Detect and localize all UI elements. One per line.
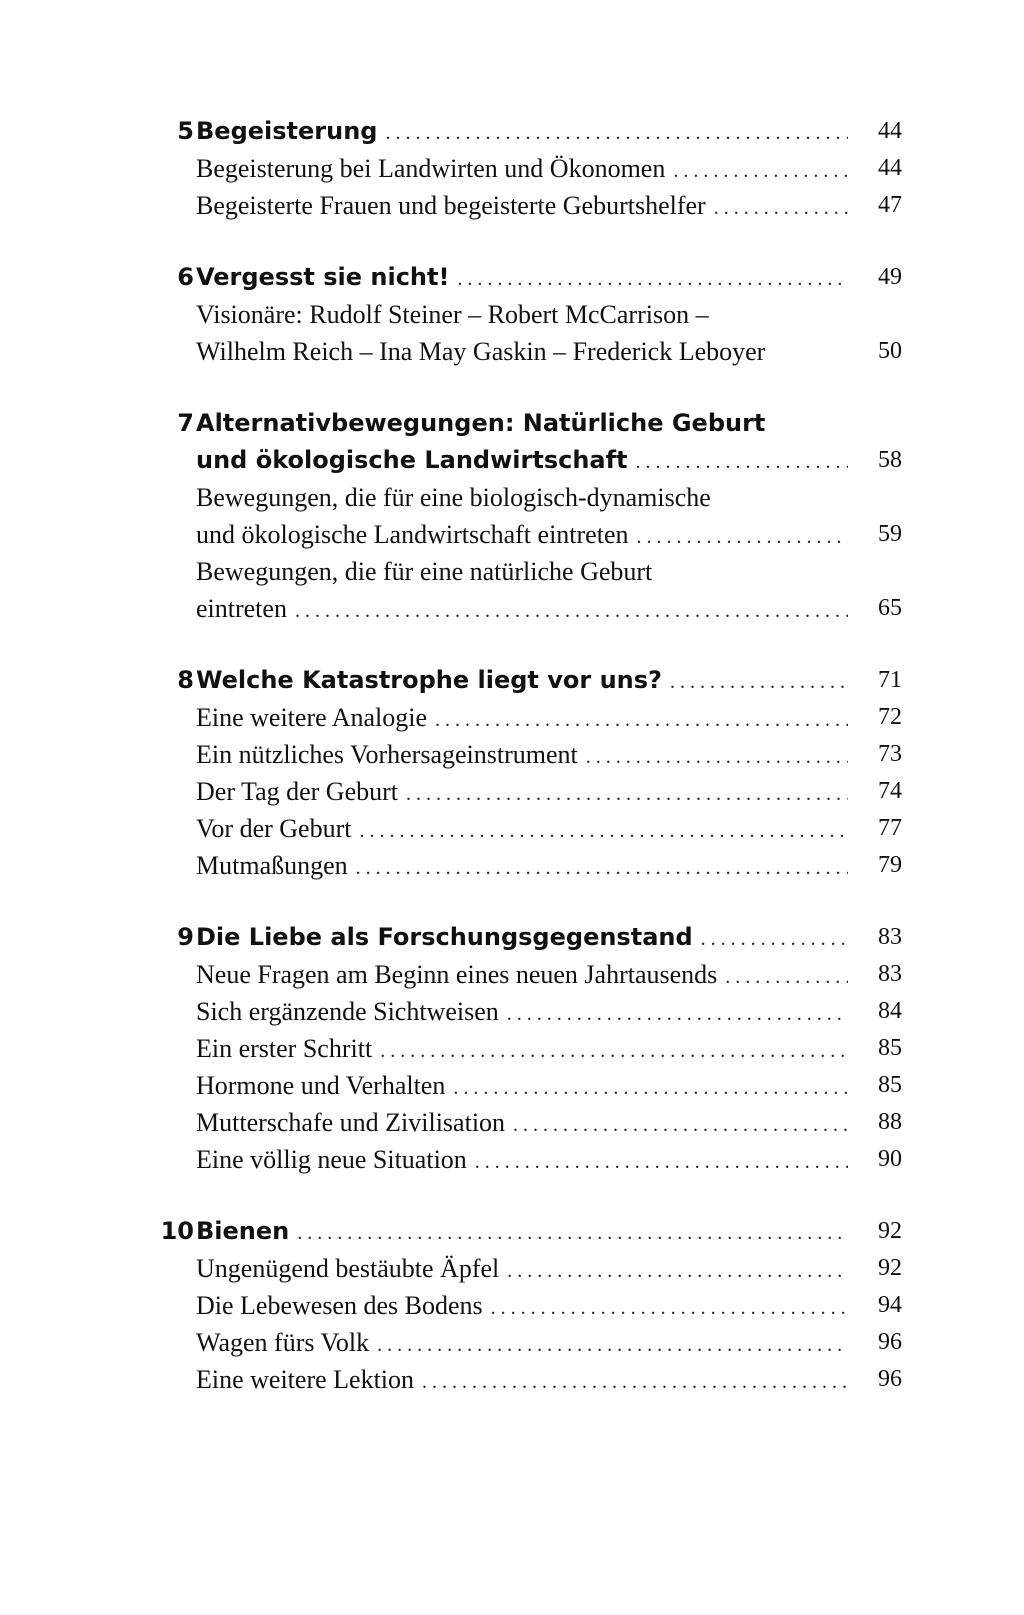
chapter-title: Begeisterung	[196, 117, 378, 145]
dot-leader	[457, 261, 848, 298]
section-title: Bewegungen, die für eine biologisch-dynamische	[196, 483, 711, 512]
section-title: Begeisterte Frauen und begeisterte Geburtshelfer	[196, 191, 706, 220]
dot-leader	[435, 702, 848, 739]
section-entry[interactable]	[0, 1324, 1024, 1361]
dot-leader	[507, 996, 848, 1033]
dot-leader	[725, 959, 848, 996]
dot-leader	[507, 1253, 848, 1290]
section-title: Ungenügend bestäubte Äpfel	[196, 1254, 500, 1283]
section-title: Hormone und Verhalten	[196, 1071, 446, 1100]
dot-leader	[670, 664, 848, 701]
dot-leader	[701, 921, 848, 958]
chapter-number: 6	[177, 263, 194, 291]
dot-leader	[406, 776, 848, 813]
section-title: Begeisterung bei Landwirten und Ökonomen	[196, 154, 666, 183]
section-entry[interactable]	[0, 150, 1024, 187]
chapter-heading-line[interactable]	[0, 1213, 1024, 1250]
section-entry[interactable]	[0, 187, 1024, 224]
chapter-heading-line[interactable]	[0, 259, 1024, 296]
dot-leader	[714, 190, 848, 227]
section-entry[interactable]	[0, 699, 1024, 736]
chapter-10	[0, 1213, 1024, 1398]
dot-leader	[377, 1327, 848, 1364]
section-title: Ein erster Schritt	[196, 1034, 373, 1063]
page-number: 79	[878, 852, 902, 878]
section-entry[interactable]	[0, 1250, 1024, 1287]
dot-leader	[636, 519, 848, 556]
section-entry[interactable]	[0, 773, 1024, 810]
chapter-number: 10	[160, 1217, 194, 1245]
chapter-heading-line[interactable]	[0, 405, 1024, 442]
page-number: 84	[878, 998, 902, 1024]
chapter-7	[0, 405, 1024, 627]
table-of-contents	[0, 113, 1024, 1433]
chapter-heading-line[interactable]	[0, 662, 1024, 699]
chapter-title: Bienen	[196, 1217, 290, 1245]
chapter-9	[0, 919, 1024, 1178]
section-title: Vor der Geburt	[196, 814, 352, 843]
page-number: 83	[878, 961, 902, 987]
dot-leader	[297, 1215, 848, 1252]
section-title: Wagen fürs Volk	[196, 1328, 370, 1357]
page-number: 77	[878, 815, 902, 841]
section-title: Wilhelm Reich – Ina May Gaskin – Frederick Leboyer	[196, 337, 766, 366]
dot-leader	[636, 444, 848, 481]
section-title: Bewegungen, die für eine natürliche Geburt	[196, 557, 653, 586]
section-title: Ein nützliches Vorhersageinstrument	[196, 740, 578, 769]
page-number: 44	[878, 155, 902, 181]
chapter-title: und ökologische Landwirtschaft	[196, 446, 628, 474]
section-entry[interactable]	[0, 590, 1024, 627]
dot-leader	[453, 1070, 848, 1107]
chapter-number: 7	[177, 409, 194, 437]
page-number: 85	[878, 1035, 902, 1061]
chapter-title: Vergesst sie nicht!	[196, 263, 450, 291]
section-title: Eine weitere Lektion	[196, 1365, 415, 1394]
page-number: 71	[878, 667, 902, 693]
chapter-heading-line[interactable]	[0, 919, 1024, 956]
section-title: Sich ergänzende Sichtweisen	[196, 997, 499, 1026]
section-entry[interactable]	[0, 479, 1024, 516]
page-number: 73	[878, 741, 902, 767]
section-entry[interactable]	[0, 736, 1024, 773]
page-number: 74	[878, 778, 902, 804]
section-title: Mutterschafe und Zivilisation	[196, 1108, 506, 1137]
dot-leader	[380, 1033, 848, 1070]
page-number: 96	[878, 1329, 902, 1355]
chapter-8	[0, 662, 1024, 884]
section-title: Eine völlig neue Situation	[196, 1145, 467, 1174]
section-entry[interactable]	[0, 847, 1024, 884]
section-entry[interactable]	[0, 1104, 1024, 1141]
section-entry[interactable]	[0, 1141, 1024, 1178]
page-number: 59	[878, 521, 902, 547]
dot-leader	[359, 813, 848, 850]
chapter-5	[0, 113, 1024, 224]
page-number: 58	[878, 447, 902, 473]
section-title: Mutmaßungen	[196, 851, 348, 880]
dot-leader	[491, 1290, 848, 1327]
page-number: 47	[878, 192, 902, 218]
section-entry[interactable]	[0, 956, 1024, 993]
section-title: und ökologische Landwirtschaft eintreten	[196, 520, 629, 549]
dot-leader	[475, 1144, 848, 1181]
page-number: 92	[878, 1255, 902, 1281]
page-number: 83	[878, 924, 902, 950]
page-number: 44	[878, 118, 902, 144]
chapter-title: Alternativbewegungen: Natürliche Geburt	[196, 409, 766, 437]
page-number: 50	[878, 338, 902, 364]
page-number: 65	[878, 595, 902, 621]
dot-leader	[356, 850, 848, 887]
dot-leader	[295, 593, 848, 630]
section-title: Visionäre: Rudolf Steiner – Robert McCarrison –	[196, 300, 709, 329]
page-number: 94	[878, 1292, 902, 1318]
page-number: 72	[878, 704, 902, 730]
section-entry[interactable]	[0, 810, 1024, 847]
page-number: 49	[878, 264, 902, 290]
dot-leader	[513, 1107, 848, 1144]
chapter-number: 8	[177, 666, 194, 694]
chapter-number: 5	[177, 117, 194, 145]
section-entry[interactable]	[0, 1361, 1024, 1398]
section-entry[interactable]	[0, 553, 1024, 590]
page-number: 88	[878, 1109, 902, 1135]
dot-leader	[673, 153, 848, 190]
section-entry[interactable]	[0, 296, 1024, 333]
dot-leader	[586, 739, 848, 776]
page-number: 92	[878, 1218, 902, 1244]
chapter-heading-line[interactable]	[0, 113, 1024, 150]
chapter-title: Die Liebe als Forschungsgegenstand	[196, 923, 693, 951]
section-title: Die Lebewesen des Bodens	[196, 1291, 483, 1320]
page-number: 90	[878, 1146, 902, 1172]
dot-leader	[385, 115, 848, 152]
dot-leader	[422, 1364, 848, 1401]
section-entry[interactable]	[0, 1287, 1024, 1324]
section-title: Eine weitere Analogie	[196, 703, 428, 732]
page-number: 85	[878, 1072, 902, 1098]
page-number: 96	[878, 1366, 902, 1392]
chapter-number: 9	[177, 923, 194, 951]
section-entry[interactable]	[0, 993, 1024, 1030]
section-entry[interactable]	[0, 1067, 1024, 1104]
section-title: Neue Fragen am Beginn eines neuen Jahrtausends	[196, 960, 718, 989]
section-entry[interactable]	[0, 333, 1024, 370]
section-entry[interactable]	[0, 516, 1024, 553]
section-title: eintreten	[196, 594, 287, 623]
chapter-heading-line[interactable]	[0, 442, 1024, 479]
chapter-6	[0, 259, 1024, 370]
chapter-title: Welche Katastrophe liegt vor uns?	[196, 666, 662, 694]
section-entry[interactable]	[0, 1030, 1024, 1067]
section-title: Der Tag der Geburt	[196, 777, 399, 806]
